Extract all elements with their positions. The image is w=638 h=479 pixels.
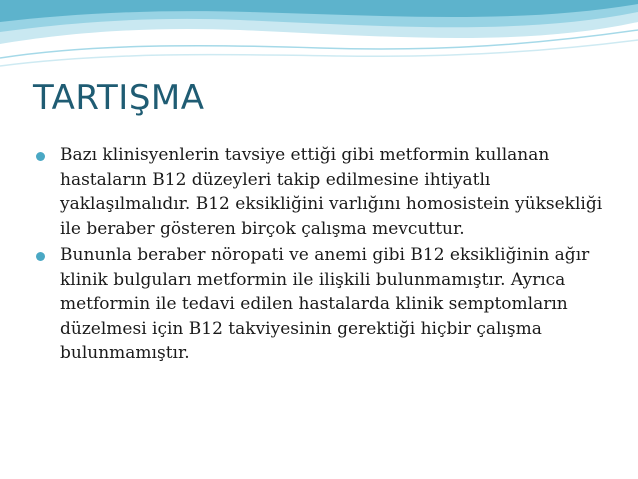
wave-line-2 — [0, 40, 638, 66]
header-wave-decoration — [0, 0, 638, 80]
bullet-item — [33, 143, 603, 241]
bullet-dot-icon — [36, 252, 45, 261]
bullet-item — [33, 243, 603, 366]
bullet-text: Bazı klinisyenlerin tavsiye ettiği gibi metformin kullanan hastaların B12 düzeyleri takip edilmesine ihtiyatlı yaklaşılmalıdır. B12 eksikliğini varlığını homosistein yüksekliği ile beraber gösteren birçok çalışma mevcuttur. — [60, 145, 603, 239]
bullet-list — [33, 143, 603, 368]
slide-title: TARTIŞMA — [33, 78, 205, 118]
bullet-text: Bununla beraber nöropati ve anemi gibi B12 eksikliğinin ağır klinik bulguları metformin ile ilişkili bulunmamıştır. Ayrıca metformin ile tedavi edilen hastalarda klinik semptomların düzelmesi için B12 takviyesinin gerektiği hiçbir çalışma bulunmamıştır. — [60, 245, 590, 363]
bullet-dot-icon — [36, 152, 45, 161]
